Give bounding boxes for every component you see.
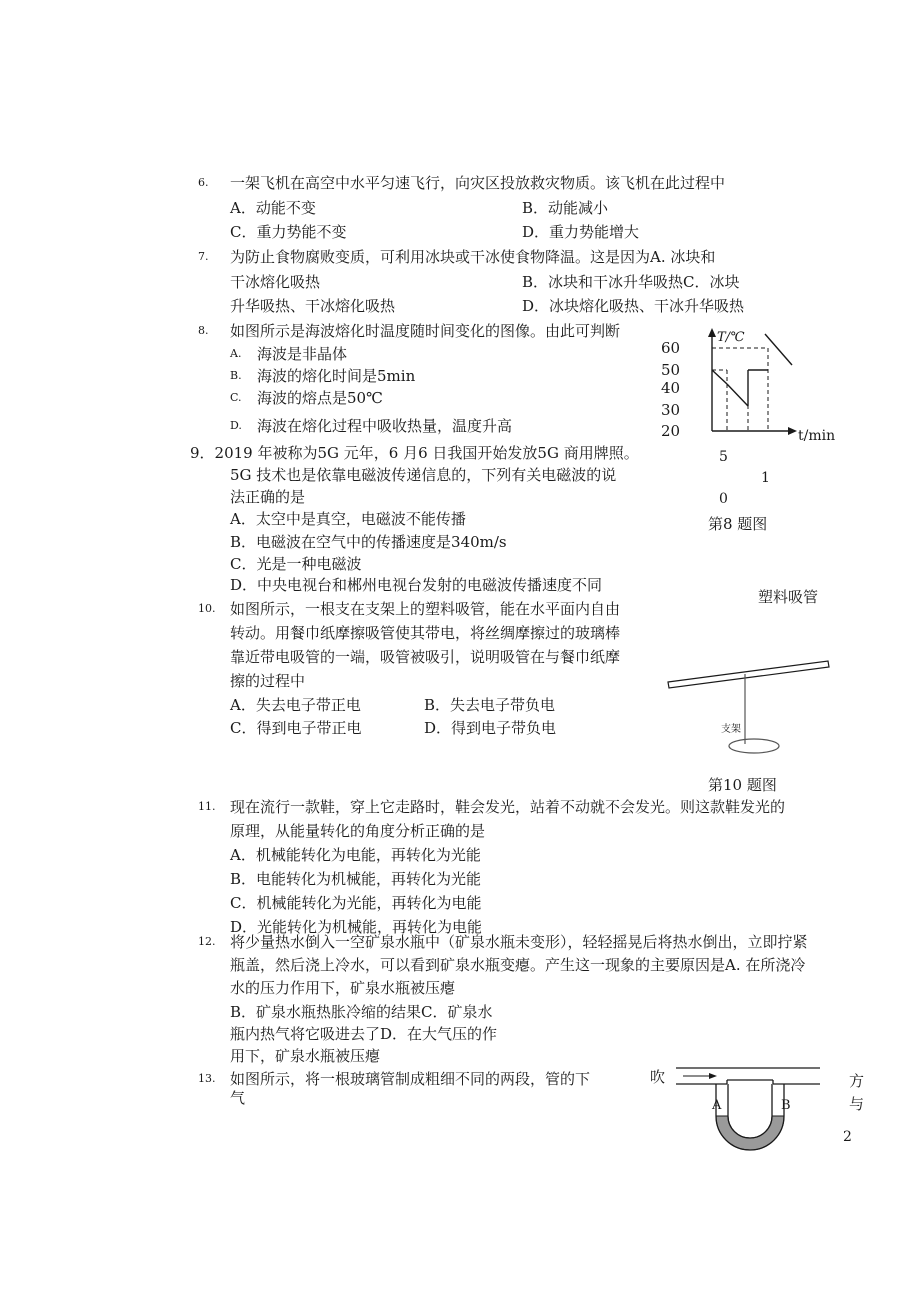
q10-line1: 如图所示，一根支在支架上的塑料吸管，能在水平面内自由 (230, 600, 621, 618)
q12-line4: B．矿泉水瓶热胀冷缩的结果C．矿泉水 (230, 1003, 493, 1021)
q10-option-d: D．得到电子带负电 (424, 719, 557, 737)
q7-number: 7. (198, 250, 209, 263)
q8-option-a-letter: A. (230, 347, 242, 360)
y-axis-arrow (708, 328, 716, 337)
q8-option-d-letter: D. (230, 419, 242, 432)
y-tick-50: 50 (661, 361, 681, 379)
q9-line2: 5G 技术也是依靠电磁波传递信息的，下列有关电磁波的说 (230, 466, 617, 484)
q8-option-b: 海波的熔化时间是5min (257, 367, 416, 385)
x-tick-1: 1 (761, 470, 770, 486)
q12-number: 12. (198, 935, 216, 948)
q8-number: 8. (198, 324, 209, 337)
q9-option-b: B．电磁波在空气中的传播速度是340m/s (230, 533, 507, 551)
q7-line2-left: 干冰熔化吸热 (230, 273, 321, 291)
blow-label: 吹 (650, 1068, 666, 1086)
q9-option-c: C．光是一种电磁波 (230, 555, 362, 573)
melting-graph-figure (655, 320, 855, 535)
q10-option-b: B．失去电子带负电 (424, 696, 556, 714)
q9-option-a: A．太空中是真空，电磁波不能传播 (230, 510, 466, 528)
q6-option-a: A．动能不变 (230, 199, 316, 217)
q6-option-d: D．重力势能增大 (522, 223, 640, 241)
q10-line4: 擦的过程中 (230, 672, 306, 690)
q6-number: 6. (198, 176, 209, 189)
q10-line3: 靠近带电吸管的一端，吸管被吸引，说明吸管在与餐巾纸摩 (230, 648, 621, 666)
q7-line3-right: D．冰块熔化吸热、干冰升华吸热 (522, 297, 745, 315)
q12-line2: 瓶盖，然后浇上冷水，可以看到矿泉水瓶变瘪。产生这一现象的主要原因是A. 在所浇冷 (230, 956, 806, 974)
q6-option-b: B．动能减小 (522, 199, 609, 217)
q11-option-a: A．机械能转化为电能，再转化为光能 (230, 846, 481, 864)
q7-line1: 为防止食物腐败变质，可利用冰块或干冰使食物降温。这是因为A. 冰块和 (230, 248, 716, 266)
stand-label: 支架 (721, 724, 741, 735)
q6-stem: 一架飞机在高空中水平匀速飞行，向灾区投放救灾物质。该飞机在此过程中 (230, 174, 726, 192)
q10-option-a: A．失去电子带正电 (230, 696, 361, 714)
label-a: A (712, 1098, 722, 1113)
q8-option-d: 海波在熔化过程中吸收热量，温度升高 (257, 417, 513, 435)
figure-10-caption: 第10 题图 (708, 776, 777, 794)
y-axis-label: T/℃ (717, 330, 745, 345)
y-tick-20: 20 (661, 422, 681, 440)
x-axis-label: t/min (798, 428, 836, 444)
graph-segment-4 (765, 334, 792, 365)
q8-option-c-letter: C. (230, 391, 242, 404)
tube-figure (640, 1060, 880, 1170)
q6-option-c: C．重力势能不变 (230, 223, 347, 241)
q9-line1: 9．2019 年被称为5G 元年，6 月6 日我国开始发放5G 商用牌照。 (190, 444, 639, 462)
q12-line1: 将少量热水倒入一空矿泉水瓶中（矿泉水瓶未变形），轻轻摇晃后将热水倒出，立即拧紧 (230, 933, 808, 951)
plastic-straw (668, 661, 829, 688)
q12-line3: 水的压力作用下，矿泉水瓶被压瘪 (230, 979, 456, 997)
stand-base (729, 739, 779, 753)
figure-8-caption: 第8 题图 (708, 515, 768, 533)
q8-stem: 如图所示是海波熔化时温度随时间变化的图像。由此可判断 (230, 322, 621, 340)
q11-option-d: D．光能转化为机械能，再转化为电能 (230, 918, 483, 936)
q13-right-text-1: 方 (849, 1072, 865, 1090)
q11-line1: 现在流行一款鞋，穿上它走路时，鞋会发光，站着不动就不会发光。则这款鞋发光的 (230, 798, 786, 816)
q12-line6: 用下，矿泉水瓶被压瘪 (230, 1047, 381, 1065)
x-tick-0: 0 (719, 491, 728, 507)
y-tick-40: 40 (661, 379, 681, 397)
label-b: B (781, 1098, 791, 1113)
q13-line2: 气 (230, 1089, 246, 1107)
q8-option-c: 海波的熔点是50℃ (257, 389, 383, 407)
u-tube-liquid (716, 1116, 784, 1150)
straw-label: 塑料吸管 (758, 588, 819, 606)
page-number: 2 (843, 1129, 852, 1145)
q10-option-c: C．得到电子带正电 (230, 719, 362, 737)
q8-option-a: 海波是非晶体 (257, 345, 348, 363)
graph-segment-2 (727, 384, 748, 406)
u-tube-inner-wall (728, 1084, 772, 1138)
q13-number: 13. (198, 1072, 216, 1085)
x-tick-5: 5 (719, 449, 728, 465)
y-tick-60: 60 (661, 339, 681, 357)
graph-segment-1 (712, 370, 727, 384)
q7-line3-left: 升华吸热、干冰熔化吸热 (230, 297, 396, 315)
q10-number: 10. (198, 602, 216, 615)
q13-line1: 如图所示，将一根玻璃管制成粗细不同的两段，管的下 (230, 1070, 591, 1088)
q11-option-b: B．电能转化为机械能，再转化为光能 (230, 870, 482, 888)
y-tick-30: 30 (661, 401, 681, 419)
q11-number: 11. (198, 800, 216, 813)
q9-line3: 法正确的是 (230, 488, 306, 506)
q12-line5: 瓶内热气将它吸进去了D．在大气压的作 (230, 1025, 498, 1043)
q10-line2: 转动。用餐巾纸摩擦吸管使其带电，将丝绸摩擦过的玻璃棒 (230, 624, 621, 642)
air-flow-arrowhead (709, 1073, 717, 1079)
q7-line2-right: B．冰块和干冰升华吸热C．冰块 (522, 273, 740, 291)
q13-right-text-2: 与 (849, 1095, 865, 1113)
q11-line2: 原理，从能量转化的角度分析正确的是 (230, 822, 486, 840)
q9-option-d: D．中央电视台和郴州电视台发射的电磁波传播速度不同 (230, 576, 603, 594)
x-axis-arrow (788, 427, 797, 435)
straw-stand-figure (660, 582, 840, 797)
q11-option-c: C．机械能转化为光能，再转化为电能 (230, 894, 482, 912)
q8-option-b-letter: B. (230, 369, 242, 382)
